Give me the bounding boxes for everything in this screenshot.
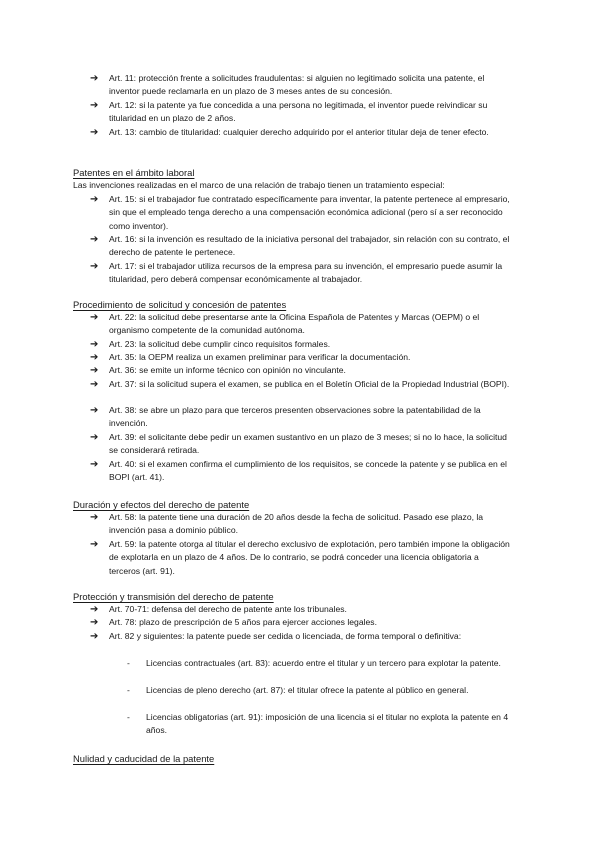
sub-list-item-text: Licencias de pleno derecho (art. 87): el titular ofrece la patente al público en general. <box>146 685 469 695</box>
list-item-text: Art. 16: si la invención es resultado de la iniciativa personal del trabajador, sin relación con su contrato, el derecho de patente le pertenece. <box>109 234 510 258</box>
section-heading-nulidad: Nulidad y caducidad de la patente <box>73 753 215 764</box>
arrow-bullet-icon: ➔ <box>90 539 99 550</box>
arrow-bullet-icon: ➔ <box>90 459 99 470</box>
list-item-text: Art. 35: la OEPM realiza un examen preliminar para verificar la documentación. <box>109 352 411 362</box>
arrow-bullet-icon: ➔ <box>90 127 99 138</box>
list-item <box>90 311 510 338</box>
list-item <box>90 351 510 364</box>
list-item <box>90 431 510 458</box>
list-item <box>90 603 510 616</box>
arrow-bullet-icon: ➔ <box>90 312 99 323</box>
arrow-bullet-icon: ➔ <box>90 379 99 390</box>
list-item <box>90 338 510 351</box>
dash-bullet-icon: - <box>127 712 130 722</box>
list-item-text: Art. 40: si el examen confirma el cumplimiento de los requisitos, se concede la patente y se publica en el BOPI (art. 41). <box>109 459 507 483</box>
section-heading-procedimiento: Procedimiento de solicitud y concesión de patentes <box>73 299 287 310</box>
list-item <box>90 616 510 629</box>
section-heading-proteccion: Protección y transmisión del derecho de patente <box>73 591 274 602</box>
list-item-text: Art. 22: la solicitud debe presentarse ante la Oficina Española de Patentes y Marcas (OEPM) o el organismo competente de la comunidad autónoma. <box>109 312 480 336</box>
list-item-text: Art. 17: si el trabajador utiliza recursos de la empresa para su invención, el empresario puede asumir la titularidad, pero deberá compensar económicamente al trabajador. <box>109 261 503 285</box>
list-item <box>90 260 510 287</box>
arrow-bullet-icon: ➔ <box>90 194 99 205</box>
list-item-text: Art. 11: protección frente a solicitudes fraudulentas: si alguien no legitimado solicita una patente, el inventor puede reclamarla en un plazo de 3 meses antes de su concesión. <box>109 73 485 97</box>
list-item <box>90 378 510 391</box>
sub-list-item-text: Licencias contractuales (art. 83): acuerdo entre el titular y un tercero para explotar la patente. <box>146 658 501 668</box>
arrow-bullet-icon: ➔ <box>90 512 99 523</box>
list-item <box>90 99 510 126</box>
arrow-bullet-icon: ➔ <box>90 365 99 376</box>
sub-list-item <box>127 711 512 738</box>
list-item-text: Art. 12: si la patente ya fue concedida a una persona no legitimada, el inventor puede reivindicar su titularidad en un plazo de 2 años. <box>109 100 488 124</box>
list-item-text: Art. 78: plazo de prescripción de 5 años para ejercer acciones legales. <box>109 617 377 627</box>
list-item-text: Art. 15: si el trabajador fue contratado específicamente para inventar, la patente pertenece al empresario, sin que el empleado tenga derecho a una compensación económica adicional (pero sí a ser reconocido como inventor). <box>109 194 510 231</box>
arrow-bullet-icon: ➔ <box>90 352 99 363</box>
section-heading-duracion: Duración y efectos del derecho de patente <box>73 499 250 510</box>
list-item-text: Art. 23: la solicitud debe cumplir cinco requisitos formales. <box>109 339 331 349</box>
arrow-bullet-icon: ➔ <box>90 234 99 245</box>
arrow-bullet-icon: ➔ <box>90 339 99 350</box>
list-item <box>90 193 510 233</box>
list-item <box>90 404 510 431</box>
list-item <box>90 538 510 578</box>
sub-list-item <box>127 684 512 697</box>
sub-list-item-text: Licencias obligatorias (art. 91): imposición de una licencia si el titular no explota la patente en 4 años. <box>146 712 509 736</box>
arrow-bullet-icon: ➔ <box>90 73 99 84</box>
list-item-text: Art. 82 y siguientes: la patente puede ser cedida o licenciada, de forma temporal o definitiva: <box>109 631 462 641</box>
list-item <box>90 72 510 99</box>
dash-bullet-icon: - <box>127 658 130 668</box>
list-item-text: Art. 38: se abre un plazo para que terceros presenten observaciones sobre la patentabilidad de la invención. <box>109 405 481 429</box>
list-item <box>90 458 510 485</box>
list-item-text: Art. 13: cambio de titularidad: cualquier derecho adquirido por el anterior titular deja de tener efecto. <box>109 127 489 137</box>
list-item-text: Art. 58: la patente tiene una duración de 20 años desde la fecha de solicitud. Pasado ese plazo, la invención pasa a dominio público. <box>109 512 484 536</box>
list-item-text: Art. 59: la patente otorga al titular el derecho exclusivo de explotación, pero también impone la obligación de explotarla en un plazo de 4 años. De lo contrario, se podrá conceder una licencia obligatoria a terceros (art. 91). <box>109 539 510 576</box>
section-intro: Las invenciones realizadas en el marco de una relación de trabajo tienen un tratamiento especial: <box>73 180 445 190</box>
list-item-text: Art. 37: si la solicitud supera el examen, se publica en el Boletín Oficial de la Propiedad Industrial (BOPI). <box>109 379 510 389</box>
list-item <box>90 364 510 377</box>
dash-bullet-icon: - <box>127 685 130 695</box>
list-item <box>90 511 510 538</box>
section-heading-laboral: Patentes en el ámbito laboral <box>73 167 195 178</box>
list-item-text: Art. 36: se emite un informe técnico con opinión no vinculante. <box>109 365 346 375</box>
arrow-bullet-icon: ➔ <box>90 631 99 642</box>
list-item-text: Art. 39: el solicitante debe pedir un examen sustantivo en un plazo de 3 meses; si no lo hace, la solicitud se considerará retirada. <box>109 432 507 456</box>
sub-list-item <box>127 657 512 670</box>
list-item-text: Art. 70-71: defensa del derecho de patente ante los tribunales. <box>109 604 347 614</box>
arrow-bullet-icon: ➔ <box>90 261 99 272</box>
arrow-bullet-icon: ➔ <box>90 617 99 628</box>
arrow-bullet-icon: ➔ <box>90 405 99 416</box>
list-item <box>90 233 510 260</box>
arrow-bullet-icon: ➔ <box>90 432 99 443</box>
arrow-bullet-icon: ➔ <box>90 100 99 111</box>
arrow-bullet-icon: ➔ <box>90 604 99 615</box>
list-item <box>90 630 510 643</box>
list-item <box>90 126 510 139</box>
